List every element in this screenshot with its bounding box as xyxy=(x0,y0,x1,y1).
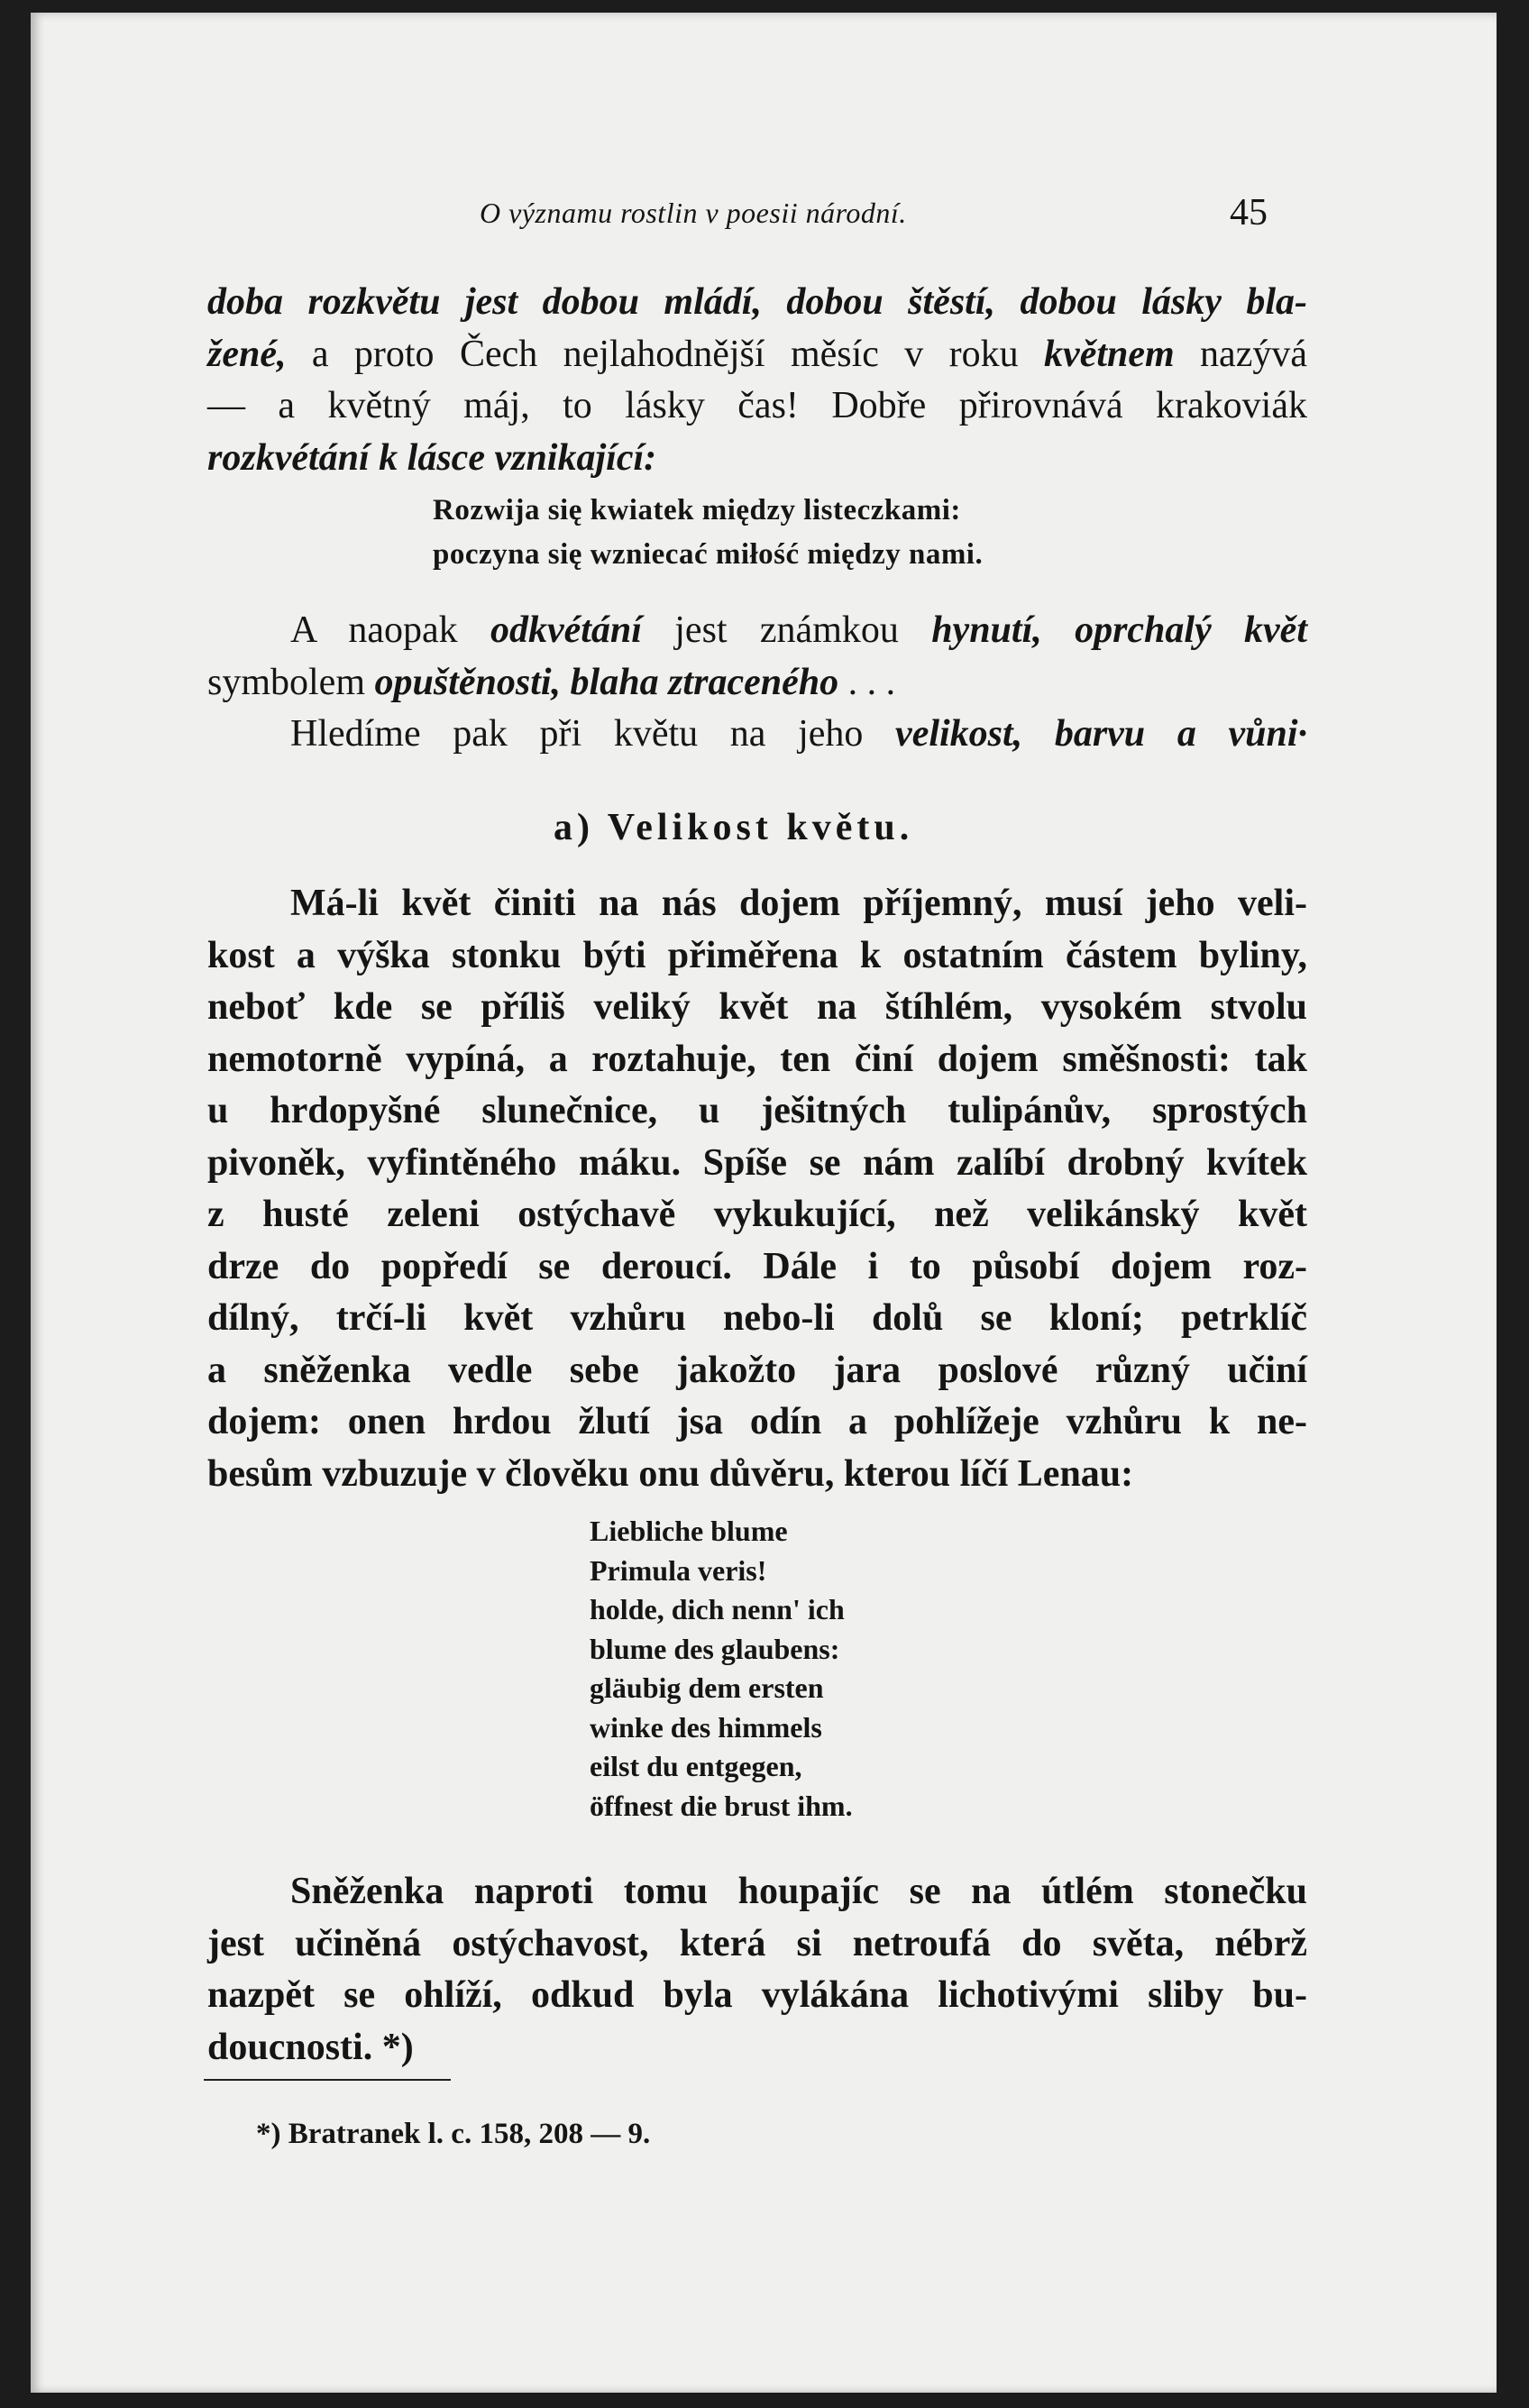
paragraph-snowdrop xyxy=(207,1866,1307,2074)
text-segment: Sněženka naproti tomu houpajíc se na útlém stonečku xyxy=(290,1871,1307,1912)
text-segment: Má-li květ činiti na nás dojem příjemný, musí jeho veli- xyxy=(290,883,1307,924)
text-segment: a sněženka vedle sebe jakožto jara poslové různý učiní xyxy=(207,1349,1307,1391)
text-segment: besům vzbuzuje v člověku onu důvěru, kterou líčí Lenau: xyxy=(207,1452,1134,1495)
section-heading: a) Velikost květu. xyxy=(554,807,914,848)
text-line xyxy=(207,1866,1307,1918)
page-number: 45 xyxy=(1230,192,1268,233)
lenau-verse xyxy=(590,1512,853,1826)
text-segment: drze do popředí se deroucí. Dále i to působí dojem roz- xyxy=(207,1245,1307,1287)
verse-line: öffnest die brust ihm. xyxy=(590,1789,853,1822)
verse-line: holde, dich nenn' ich xyxy=(590,1593,845,1625)
text-line xyxy=(207,329,1307,381)
text-line xyxy=(207,433,1307,485)
text-segment: odkvétání xyxy=(490,609,642,651)
text-segment: u hrdopyšné slunečnice, u ješitných tulipánův, sprostých xyxy=(207,1090,1307,1131)
paragraph-withering xyxy=(207,605,1307,761)
text-segment: A naopak xyxy=(290,609,490,651)
page-header xyxy=(31,184,1497,247)
text-line xyxy=(207,1189,1307,1241)
text-segment: velikost, barvu a vůni· xyxy=(895,713,1307,755)
text-line xyxy=(207,277,1307,329)
footnote-divider xyxy=(204,2079,451,2081)
text-line xyxy=(207,1138,1307,1190)
text-segment: dojem: onen hrdou žlutí jsa odín a pohlížeje vzhůru k ne- xyxy=(207,1401,1307,1442)
text-segment: doucnosti. *) xyxy=(207,2026,414,2068)
text-segment: a proto Čech nejlahodnější měsíc v roku xyxy=(286,333,1045,375)
text-line xyxy=(207,657,1307,710)
text-segment: nazpět se ohlíží, odkud byla vylákána lichotivými sliby bu- xyxy=(207,1974,1307,2016)
text-line xyxy=(207,1345,1307,1397)
text-segment: nemotorně vypíná, a roztahuje, ten činí dojem směšnosti: tak xyxy=(207,1038,1307,1080)
verse-line: winke des himmels xyxy=(590,1710,822,1744)
text-line xyxy=(207,1396,1307,1449)
text-segment: symbolem xyxy=(207,661,375,703)
text-line xyxy=(207,1085,1307,1138)
footnote: *) Bratranek l. c. 158, 208 — 9. xyxy=(256,2118,651,2150)
text-segment: rozkvétání k lásce vznikající: xyxy=(207,436,657,479)
text-segment: dílný, trčí-li květ vzhůru nebo-li dolů se kloní; petrklíč xyxy=(207,1297,1307,1339)
text-segment: jest známkou xyxy=(641,609,932,651)
text-segment: neboť kde se příliš veliký květ na štíhlém, vysokém stvolu xyxy=(207,986,1307,1028)
text-segment: doba rozkvětu jest dobou mládí, dobou štěstí, dobou lásky bla- xyxy=(207,281,1307,323)
text-line xyxy=(207,982,1307,1034)
verse-line: Primula veris! xyxy=(590,1553,767,1587)
text-line xyxy=(207,1970,1307,2022)
text-segment: . . . xyxy=(838,661,896,703)
text-line xyxy=(207,2022,1307,2074)
text-line xyxy=(207,878,1307,930)
text-line xyxy=(207,1918,1307,1971)
text-segment: Hledíme pak při květu na jeho xyxy=(290,713,896,755)
text-line xyxy=(207,605,1307,657)
verse-line: Rozwija się kwiatek między listeczkami: xyxy=(433,494,961,526)
text-line xyxy=(207,1241,1307,1294)
text-line xyxy=(207,1293,1307,1345)
text-line xyxy=(207,380,1307,433)
text-line xyxy=(207,709,1307,761)
verse-line: blume des glaubens: xyxy=(590,1632,840,1665)
text-line xyxy=(207,930,1307,983)
polish-verse xyxy=(433,489,983,577)
verse-line: eilst du entgegen, xyxy=(590,1750,802,1782)
running-title: O významu rostlin v poesii národní. xyxy=(480,197,907,229)
text-line xyxy=(207,1449,1307,1501)
paragraph-flower-size xyxy=(207,878,1307,1500)
text-line xyxy=(207,1034,1307,1086)
text-segment: pivoněk, vyfintěného máku. Spíše se nám zalíbí drobný kvítek xyxy=(207,1141,1307,1184)
text-segment: žené, xyxy=(207,333,287,375)
text-segment: nazývá xyxy=(1174,333,1307,375)
verse-line: Liebliche blume xyxy=(590,1515,788,1547)
text-segment: hynutí, oprchalý květ xyxy=(931,609,1307,651)
verse-line: poczyna się wzniecać miłość między nami. xyxy=(433,538,984,571)
text-segment: z husté zeleni ostýchavě vykukující, než velikánský květ xyxy=(207,1194,1307,1235)
text-segment: květnem xyxy=(1044,333,1175,375)
text-segment: kost a výška stonku býti přiměřena k ostatním částem byliny, xyxy=(207,934,1307,976)
verse-line: gläubig dem ersten xyxy=(590,1671,824,1704)
text-segment: — a květný máj, to lásky čas! Dobře přirovnává krakoviák xyxy=(207,385,1307,426)
paragraph-blossom-youth xyxy=(207,277,1307,484)
text-segment: jest učiněná ostýchavost, která si netroufá do světa, nébrž xyxy=(207,1922,1307,1964)
book-page xyxy=(31,13,1497,2393)
text-segment: opuštěnosti, blaha ztraceného xyxy=(374,661,839,703)
